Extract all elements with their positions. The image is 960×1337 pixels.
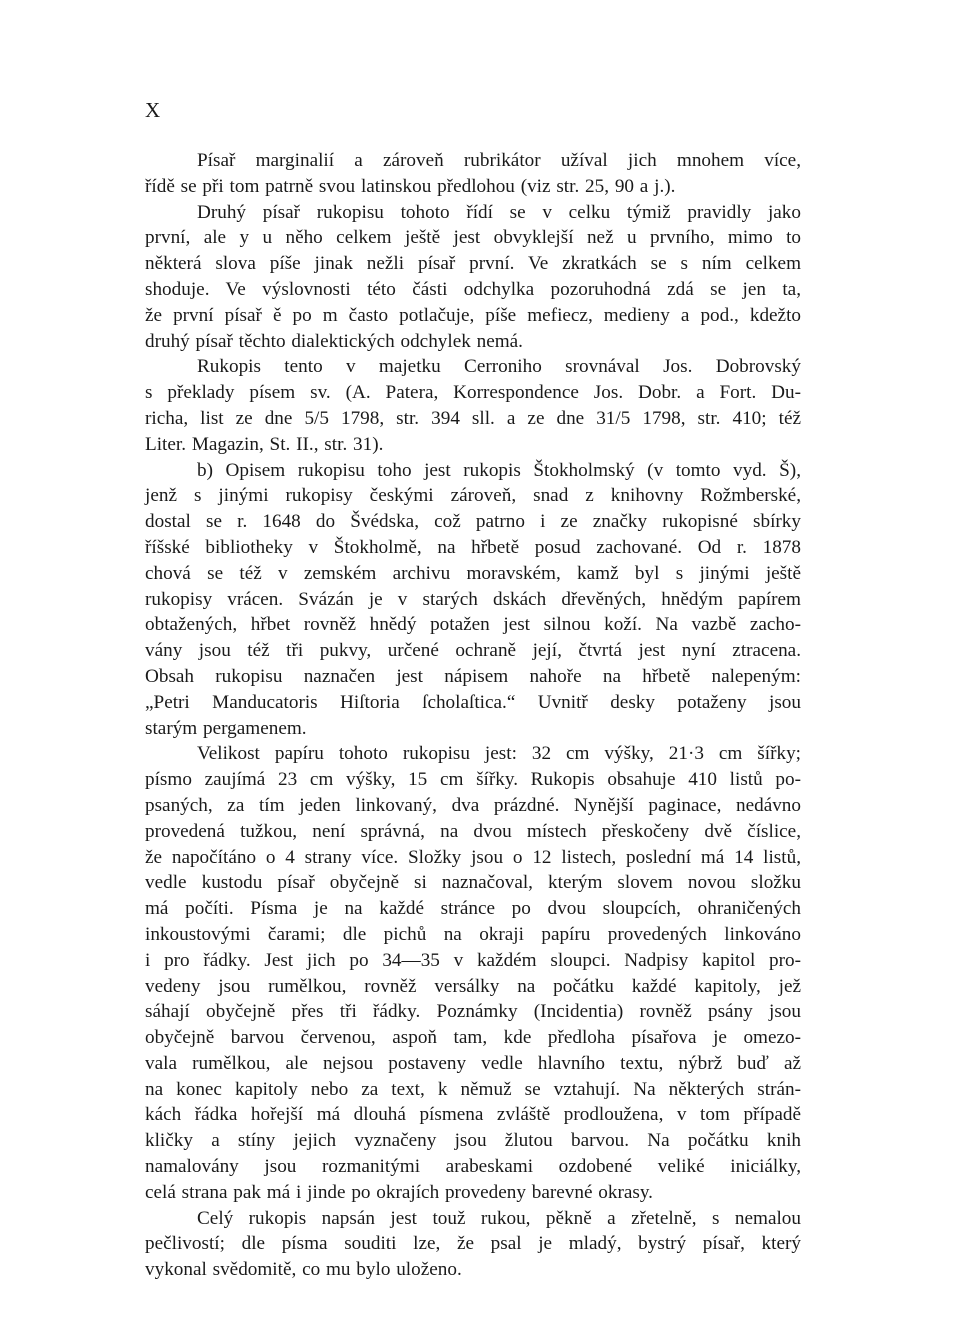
text-line: namalovány jsou rozmanitými arabeskami ozdobené veliké iniciálky,: [145, 1156, 801, 1178]
paragraph: [145, 354, 801, 457]
text-line: provedená tužkou, není správná, na dvou místech přeskočeny dvě číslice,: [145, 820, 801, 842]
text-line: b) Opisem rukopisu toho jest rukopis Štokholmský (v tomto vyd. Š),: [197, 459, 801, 481]
paragraph: [145, 741, 801, 1205]
text-line: pečlivostí; dle písma souditi lze, že psal je mladý, bystrý písař, který: [145, 1233, 801, 1255]
text-line: starým pergamenem.: [145, 717, 307, 739]
text-line: řídě se při tom patrně svou latinskou předlohou (viz str. 25, 90 a j.).: [145, 175, 676, 197]
text-line: rukopisy vrácen. Svázán je v starých dskách dřevěných, hnědým papírem: [145, 588, 801, 610]
text-line: vala rumělkou, ale nejsou postaveny vedle hlavního textu, nýbrž buď až: [145, 1052, 801, 1074]
text-line: Písař marginalií a zároveň rubrikátor užíval jich mnohem více,: [197, 150, 801, 171]
text-line: „Petri Manducatoris Hiſtoria ſcholaſtica.“ Uvnitř desky potaženy jsou: [145, 691, 801, 713]
text-line: že napočítáno o 4 strany více. Složky jsou o 12 listech, poslední má 14 listů,: [145, 846, 801, 868]
text-line: že první písař ě po m často potlačuje, píše mefiecz, medieny a pod., kdežto: [145, 304, 801, 326]
text-line: Druhý písař rukopisu tohoto řídí se v celku týmiž pravidly jako: [197, 201, 801, 223]
text-line: i pro řádky. Jest jich po 34—35 v každém sloupci. Nadpisy kapitol pro-: [145, 949, 801, 971]
text-line: celá strana pak má i jinde po okrajích provedeny barevné okrasy.: [145, 1181, 653, 1203]
page-number: X: [145, 98, 161, 122]
text-line: richa, list ze dne 5/5 1798, str. 394 sll. a ze dne 31/5 1798, str. 410; též: [145, 407, 801, 429]
text-line: shoduje. Ve výslovnosti této části odchylka pozoruhodná zdá se jen ta,: [145, 278, 801, 300]
text-line: má počíti. Písma je na každé stránce po dvou sloupcích, ohraničených: [145, 898, 801, 920]
text-line: dostal se r. 1648 do Švédska, což patrno i ze značky rukopisné sbírky: [145, 511, 801, 533]
text-line: Liter. Magazin, St. II., str. 31).: [145, 433, 384, 455]
text-line: vedle kustodu písař obyčejně si naznačoval, kterým slovem novou složku: [145, 872, 801, 894]
text-line: vedeny jsou rumělkou, rovněž versálky na počátku každé kapitoly, jež: [145, 975, 801, 997]
paragraph: [145, 148, 801, 200]
text-line: kličky a stíny jejich vyznačeny jsou žlutou barvou. Na počátku knih: [145, 1130, 801, 1152]
body-text: [145, 148, 801, 1283]
text-line: chová se též v zemském archivu moravském, kamž byl s jinými ještě: [145, 562, 801, 584]
text-line: vány jsou též tři pukvy, určené ochraně její, čtvrtá jest nyní ztracena.: [145, 640, 801, 662]
text-line: Rukopis tento v majetku Cerroniho srovnával Jos. Dobrovský: [197, 356, 801, 378]
text-line: s překlady písem sv. (A. Patera, Korrespondence Jos. Dobr. a Fort. Du-: [145, 382, 801, 404]
paragraph: [145, 458, 801, 742]
text-line: inkoustovými čarami; dle pichů na okraji papíru provedených linkováno: [145, 923, 801, 945]
text-line: druhý písař těchto dialektických odchylek nemá.: [145, 330, 523, 352]
paragraph: [145, 1206, 801, 1283]
text-line: první, ale y u něho celkem ještě jest obvyklejší než u prvního, mimo to: [145, 227, 801, 249]
text-line: Obsah rukopisu naznačen jest nápisem nahoře na hřbetě nalepeným:: [145, 665, 801, 687]
text-line: na konec kapitoly nebo za text, k němuž se vztahují. Na některých strán-: [145, 1078, 801, 1100]
text-line: některá slova píše jinak nežli písař první. Ve zkratkách se s ním celkem: [145, 253, 801, 275]
text-line: Velikost papíru tohoto rukopisu jest: 32 cm výšky, 21·3 cm šířky;: [197, 743, 801, 765]
text-line: vykonal svědomitě, co mu bylo uloženo.: [145, 1259, 462, 1281]
text-line: jenž s jinými rukopisy českými zároveň, snad z knihovny Rožmberské,: [145, 485, 801, 507]
text-line: obtažených, hřbet rovněž hnědý potažen jest silnou koží. Na vazbě zacho-: [145, 614, 801, 636]
text-line: říšské bibliotheky v Štokholmě, na hřbetě posud zachované. Od r. 1878: [145, 536, 801, 558]
text-line: obyčejně barvou červenou, aspoň tam, kde předloha písařova je omezo-: [145, 1027, 801, 1049]
text-line: kách řádka hořejší má dlouhá písmena zvláště prodloužena, v tom případě: [145, 1104, 801, 1126]
text-line: sáhají obyčejně přes tři řádky. Poznámky (Incidentia) rovněž psány jsou: [145, 1001, 801, 1023]
text-line: písmo zaujímá 23 cm výšky, 15 cm šířky. Rukopis obsahuje 410 listů po-: [145, 769, 801, 791]
text-line: psaných, za tím jeden linkovaný, dva prázdné. Nynější paginace, nedávno: [145, 794, 801, 816]
text-line: Celý rukopis napsán jest touž rukou, pěkně a zřetelně, s nemalou: [197, 1207, 801, 1229]
paragraph: [145, 200, 801, 355]
